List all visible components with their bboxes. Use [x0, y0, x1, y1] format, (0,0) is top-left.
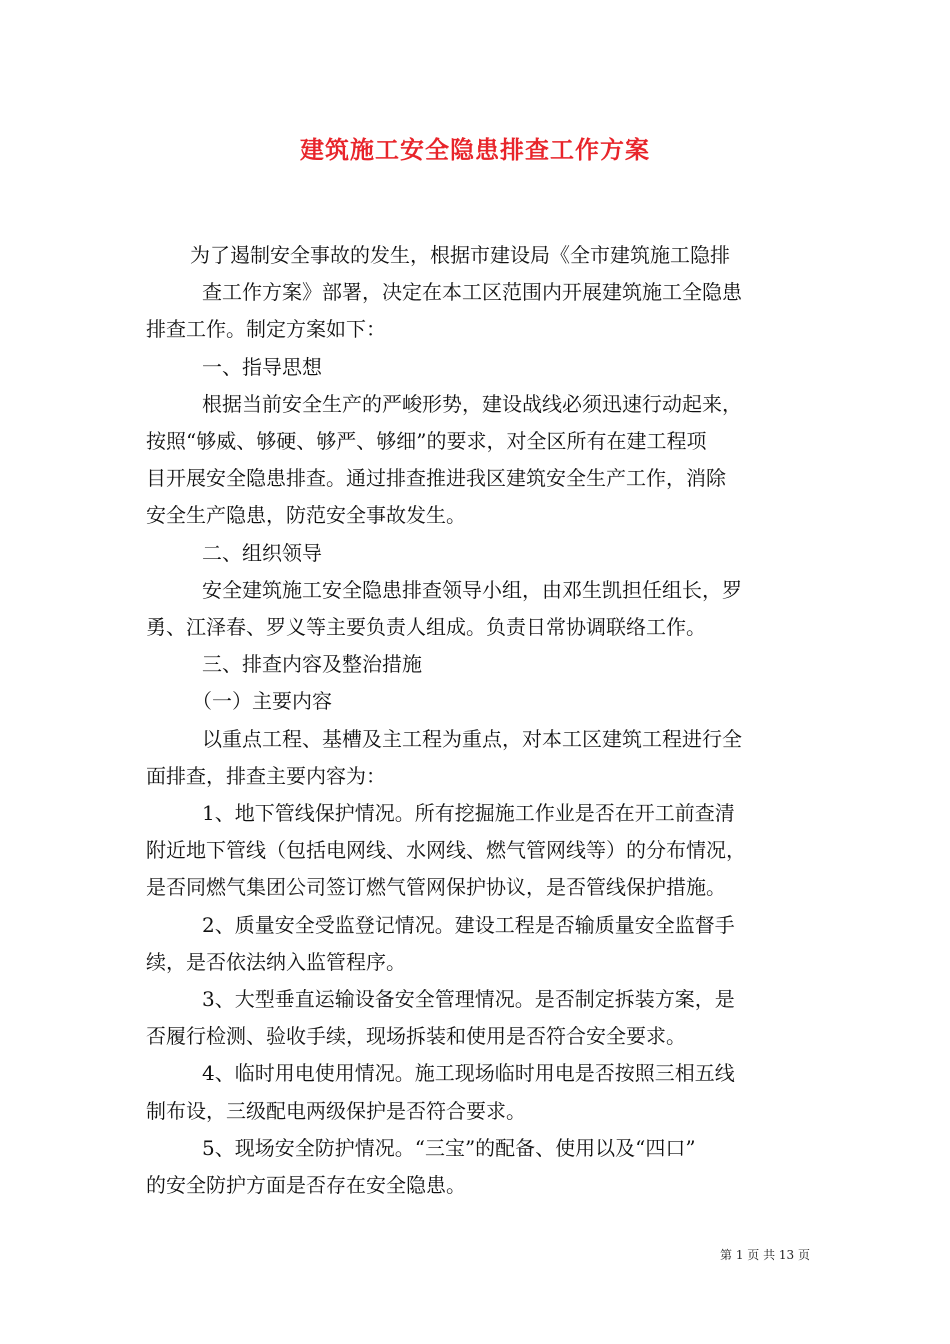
text-line: 是否同燃气集团公司签订燃气管网保护协议，是否管线保护措施。 — [146, 875, 726, 900]
text-line: 查工作方案》部署，决定在本工区范围内开展建筑施工全隐患 — [202, 280, 742, 305]
text-line: 续，是否依法纳入监管程序。 — [146, 949, 406, 974]
document-title: 建筑施工安全隐患排查工作方案 — [300, 135, 650, 164]
subsection-heading: （一）主要内容 — [192, 689, 332, 714]
text-line: 勇、江泽春、罗义等主要负责人组成。负责日常协调联络工作。 — [146, 615, 706, 640]
text-line: 的安全防护方面是否存在安全隐患。 — [146, 1173, 466, 1198]
text-line: 附近地下管线（包括电网线、水网线、燃气管网线等）的分布情况， — [146, 838, 746, 863]
text-line: 按照“够威、够硬、够严、够细”的要求，对全区所有在建工程项 — [146, 429, 707, 454]
section-heading: 三、排查内容及整治措施 — [202, 652, 422, 677]
text-line: 2、质量安全受监登记情况。建设工程是否输质量安全监督手 — [202, 912, 735, 937]
text-line: 排查工作。制定方案如下： — [146, 317, 386, 342]
text-line: 4、临时用电使用情况。施工现场临时用电是否按照三相五线 — [202, 1061, 735, 1086]
text-line: 根据当前安全生产的严峻形势，建设战线必须迅速行动起来， — [202, 391, 742, 416]
text-line: 安全生产隐患，防范安全事故发生。 — [146, 503, 466, 528]
text-line: 否履行检测、验收手续，现场拆装和使用是否符合安全要求。 — [146, 1024, 686, 1049]
text-line: 5、现场安全防护情况。“三宝”的配备、使用以及“四口” — [202, 1135, 696, 1160]
text-line: 目开展安全隐患排查。通过排查推进我区建筑安全生产工作，消除 — [146, 466, 726, 491]
text-line: 为了遏制安全事故的发生，根据市建设局《全市建筑施工隐排 — [190, 243, 730, 267]
text-line: 面排查，排查主要内容为： — [146, 763, 386, 788]
text-line: 以重点工程、基槽及主工程为重点，对本工区建筑工程进行全 — [202, 726, 742, 751]
text-line: 制布设，三级配电两级保护是否符合要求。 — [146, 1098, 526, 1123]
text-line: 3、大型垂直运输设备安全管理情况。是否制定拆装方案，是 — [202, 987, 735, 1012]
text-line: 安全建筑施工安全隐患排查领导小组，由邓生凯担任组长，罗 — [202, 577, 742, 602]
document-body — [146, 237, 811, 1204]
section-heading: 一、指导思想 — [202, 354, 322, 379]
section-heading: 二、组织领导 — [202, 540, 322, 565]
page-number: 第 1 页 共 13 页 — [720, 1248, 810, 1262]
text-line: 1、地下管线保护情况。所有挖掘施工作业是否在开工前查清 — [202, 801, 735, 826]
